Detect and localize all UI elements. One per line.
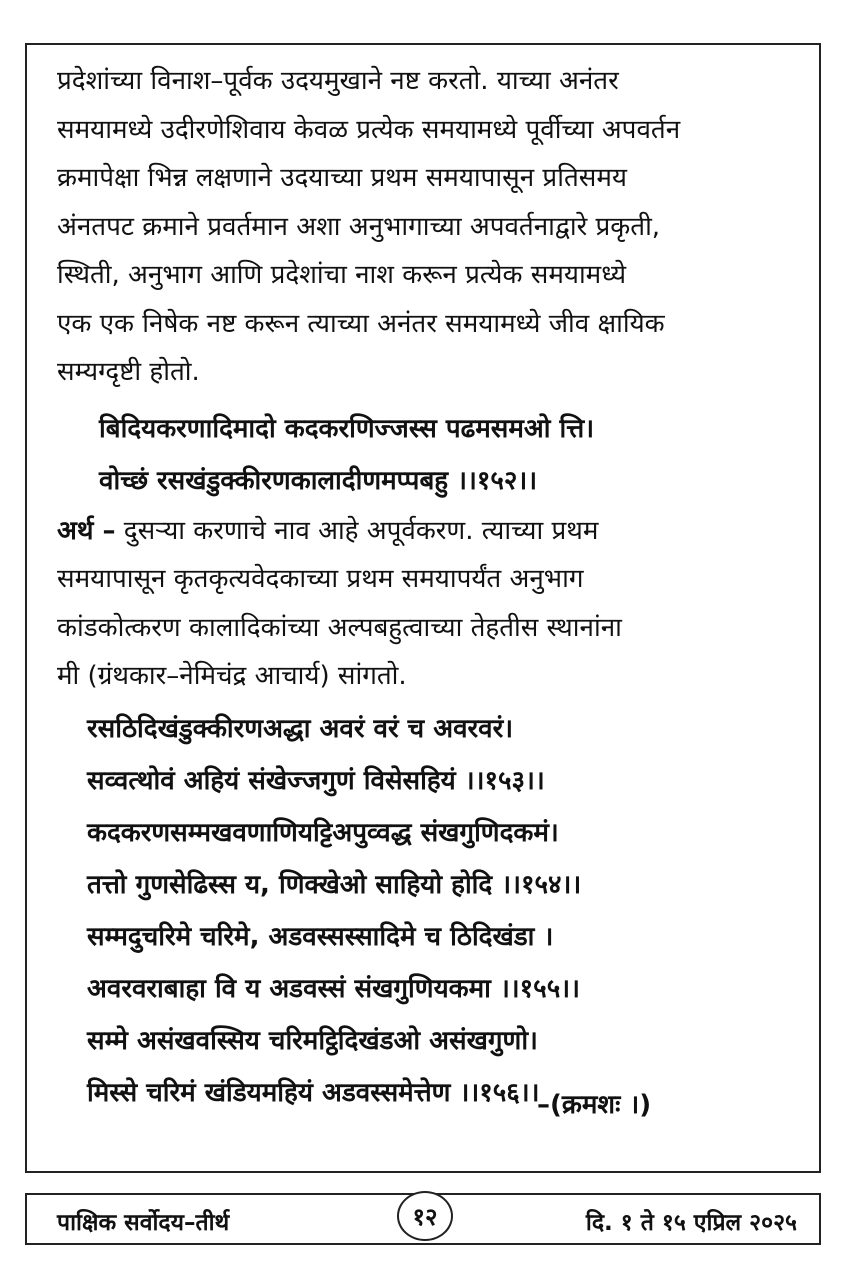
meaning-paragraph: [57, 507, 797, 701]
verse-line: अवरवराबाहा वि य अडवस्सं संखगुणियकमा ।।१५५।।: [87, 973, 580, 1004]
meaning-line: समयापासून कृतकृत्यवेदकाच्या प्रथम समयापर्यंत अनुभाग: [57, 564, 584, 594]
meaning-label: अर्थ –: [57, 515, 116, 546]
verse-line: वोच्छं रसखंडुक्कीरणकालादीणमप्पबहु ।।१५२।।: [99, 465, 538, 496]
verse-line: तत्तो गुणसेढिस्स य, णिक्खेओ साहियो होदि ।।१५४।।: [87, 869, 582, 900]
prose-line: अंनतपट क्रमाने प्रवर्तमान अशा अनुभागाच्या अपवर्तनाद्वारे प्रकृती,: [57, 211, 661, 242]
footer: [25, 1193, 821, 1245]
verse-line: सम्मे असंखवस्सिय चरिमट्ठिदिखंडओ असंखगुणो।: [87, 1025, 538, 1056]
verse-line: मिस्से चरिमं खंडियमहियं अडवस्समेत्तेण ।।१५६।।: [87, 1077, 540, 1108]
verse-line: बिदियकरणादिमादो कदकरणिज्जस्स पढमसमओ त्ति।: [99, 413, 595, 444]
prose-line: एक एक निषेक नष्ट करून त्याच्या अनंतर समयामध्ये जीव क्षायिक: [57, 308, 665, 339]
prose-line: क्रमापेक्षा भिन्न लक्षणाने उदयाच्या प्रथम समयापासून प्रतिसमय: [57, 163, 627, 193]
meaning-text: दुसऱ्या करणाचे नाव आहे अपूर्वकरण. त्याच्या प्रथम: [115, 515, 599, 546]
prose-line: सम्यग्दृष्टी होतो.: [57, 357, 200, 387]
prose-line: स्थिती, अनुभाग आणि प्रदेशांचा नाश करून प्रत्येक समयामध्ये: [57, 260, 627, 290]
prose-line: प्रदेशांच्या विनाश–पूर्वक उदयमुखाने नष्ट करतो. याच्या अनंतर: [57, 66, 619, 96]
verse-line: सव्वत्थोवं अहियं संखेज्जगुणं विसेसहियं ।।१५३।।: [87, 765, 545, 796]
page-content-frame: [25, 43, 821, 1173]
publication-title: पाक्षिक सर्वोदय–तीर्थ: [57, 1210, 230, 1236]
meaning-line: कांडकोत्करण कालादिकांच्या अल्पबहुत्वाच्या तेहतीस स्थानांना: [57, 612, 622, 643]
meaning-line: मी (ग्रंथकार–नेमिचंद्र आचार्य) सांगतो.: [57, 661, 407, 691]
verse-line: सम्मदुचरिमे चरिमे, अडवस्सस्सादिमे च ठिदिखंडा ।: [87, 921, 554, 952]
verse-line: कदकरणसम्मखवणाणियट्टिअपुव्वद्ध संखगुणिदकमं।: [87, 817, 559, 848]
prose-line: समयामध्ये उदीरणेशिवाय केवळ प्रत्येक समयामध्ये पूर्वीच्या अपवर्तन: [57, 114, 681, 145]
continued-note: –(क्रमशः ।): [537, 1090, 652, 1120]
page-body: [57, 57, 797, 1119]
page-number: १२: [397, 1191, 453, 1241]
verses-153-156: [87, 703, 797, 1119]
paragraph-prose: [57, 57, 797, 397]
issue-date: दि. १ ते १५ एप्रिल २०२५: [585, 1210, 797, 1236]
verse-152: [99, 403, 797, 507]
meaning-first-line: [57, 507, 797, 556]
verse-line: रसठिदिखंडुक्कीरणअद्धा अवरं वरं च अवरवरं।: [87, 713, 514, 744]
